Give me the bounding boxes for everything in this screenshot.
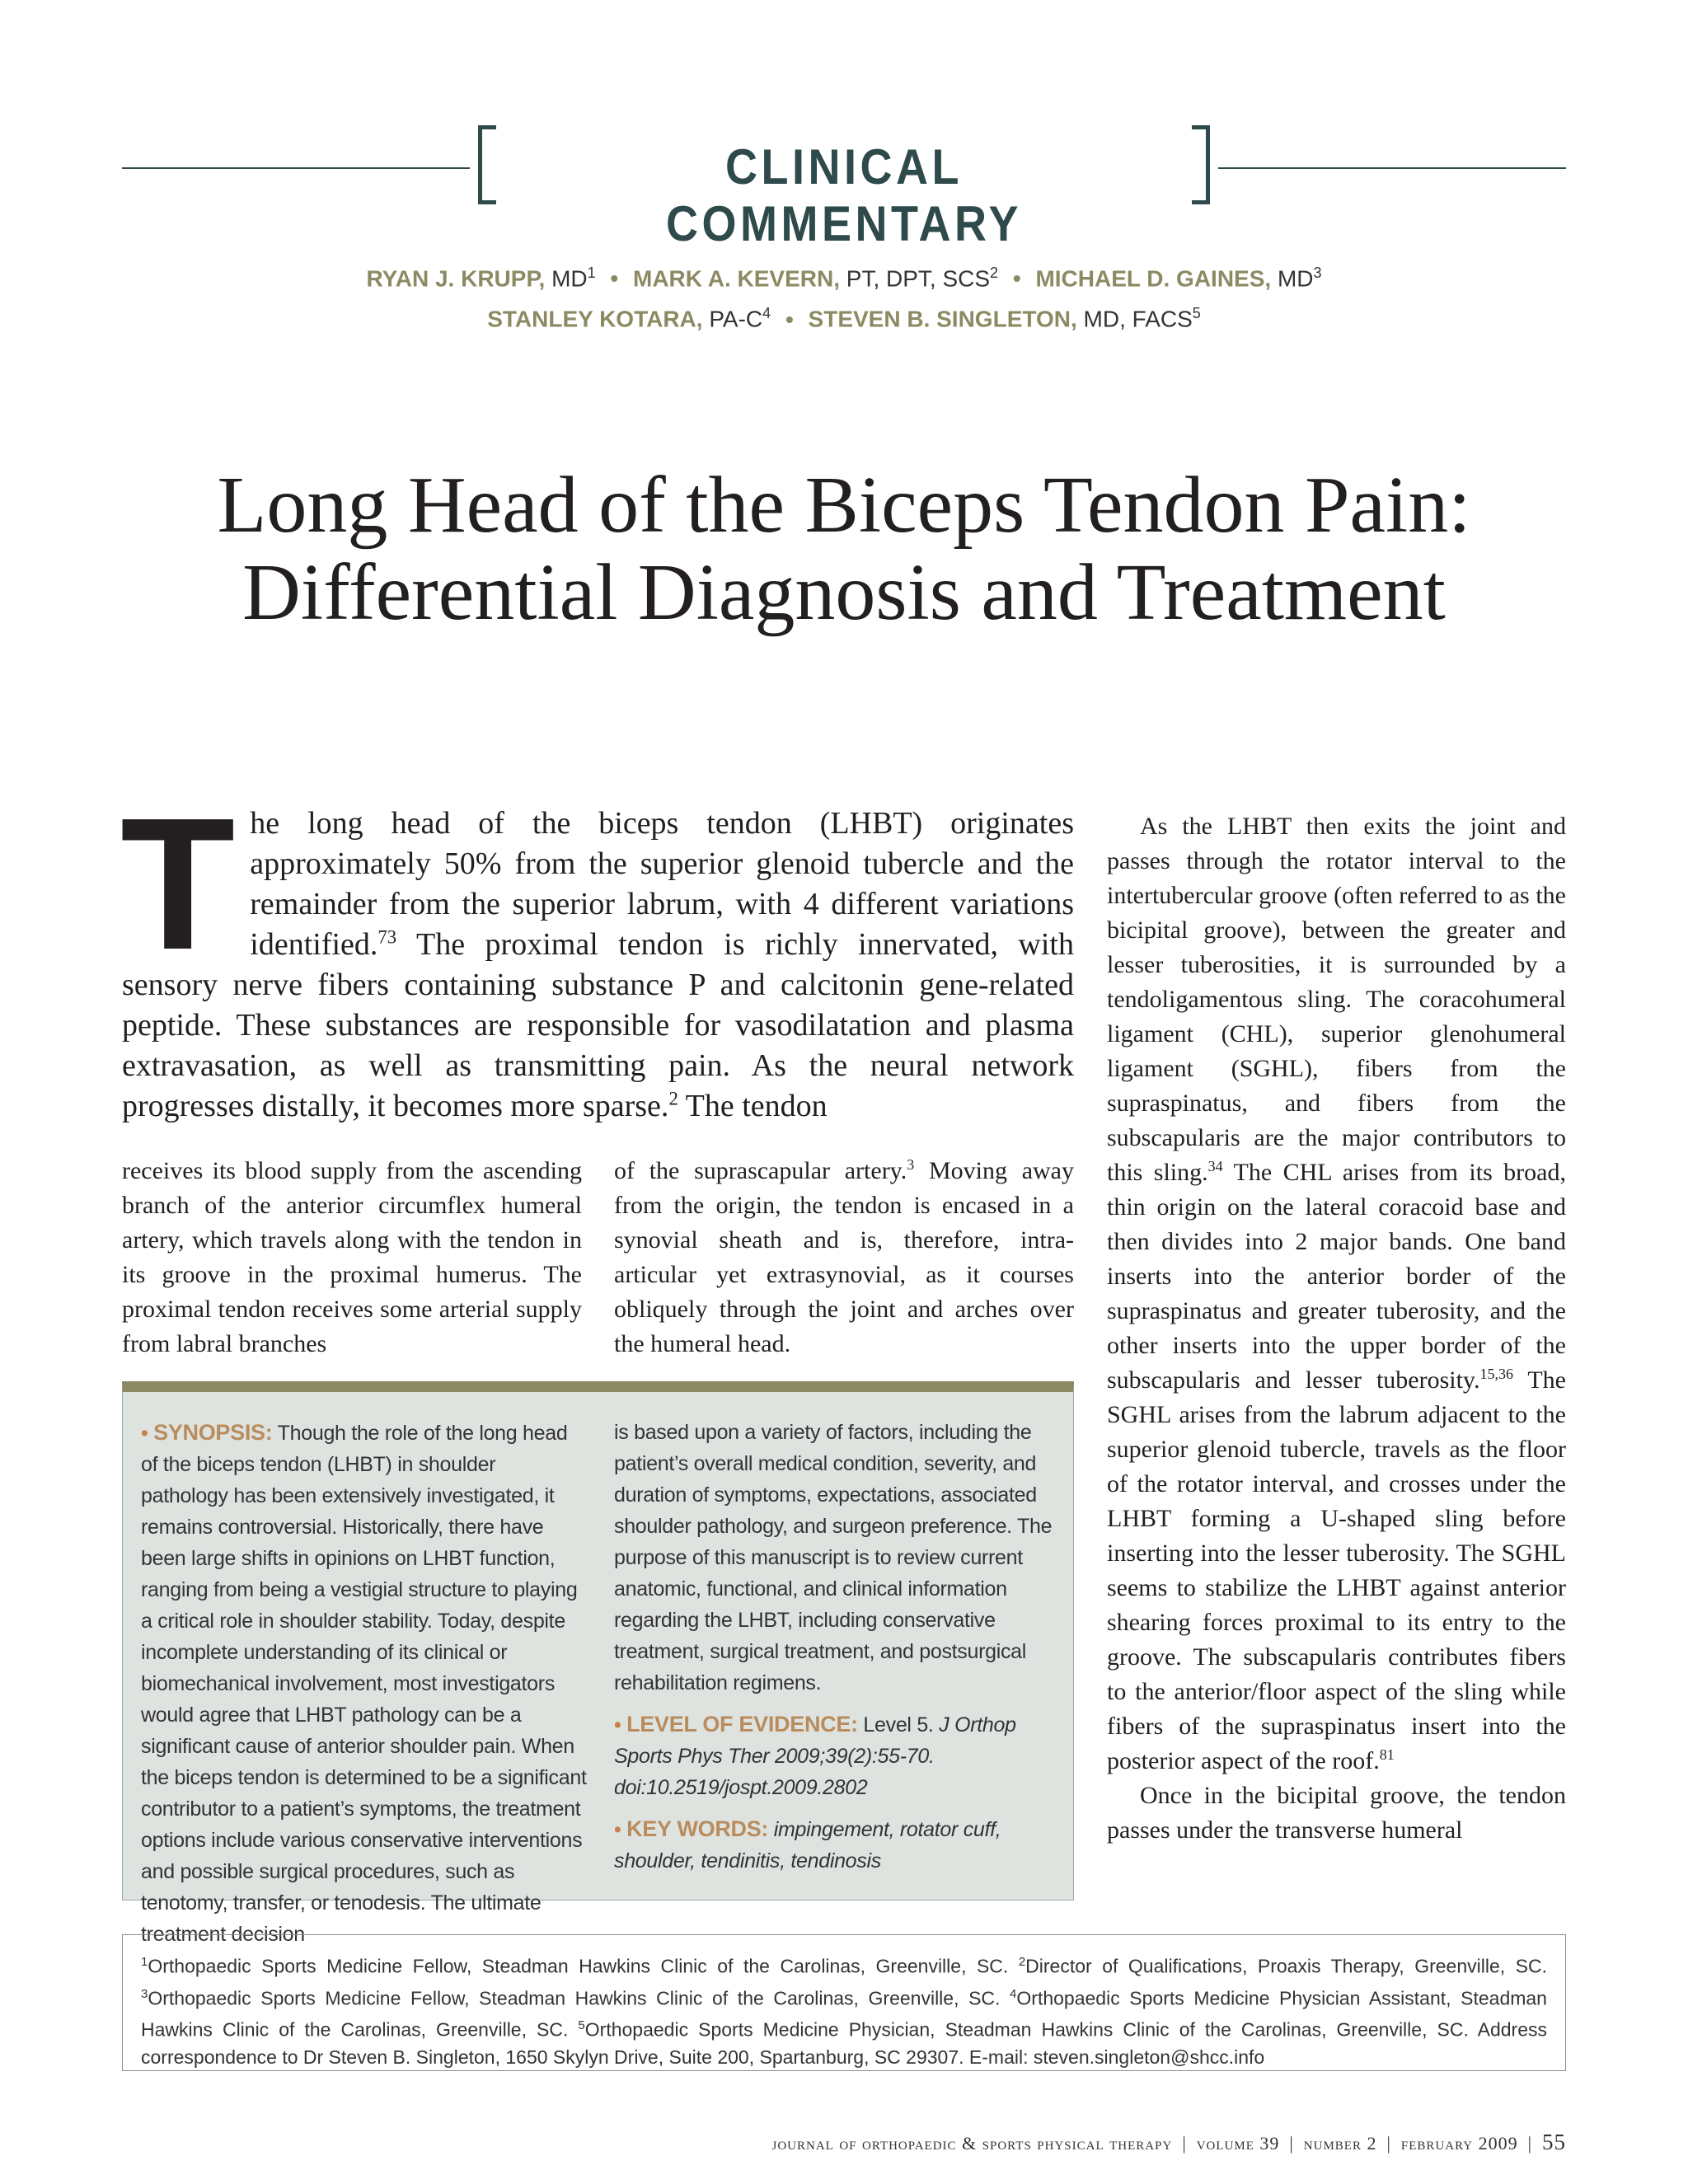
citation-ref: 2: [668, 1088, 678, 1109]
body-text: receives its blood supply from the ascending branch of the anterior circumflex humeral artery, which travels along with the tendon in its groove in the proximal humerus. The proximal tendon receives some arterial supply from labral branches: [122, 1157, 582, 1357]
body-text: of the suprascapular artery.: [614, 1157, 907, 1184]
body-text: The SGHL arises from the labrum adjacent to the superior glenoid tubercle, travels as the floor of the rotator interval, and crosses under the LHBT forming a U-shaped sling before inserting into the lesser tuberosity. The SGHL seems to stabilize the LHBT against anterior shearing forces proximal to its entry to the groove. The subscapularis contributes fibers to the anterior/floor aspect of the sling while fibers of the supraspinatus insert into the posterior aspect of the roof.: [1107, 1366, 1566, 1774]
intro-text: The proximal tendon is richly innervated, with sensory nerve fibers containing substance P and calcitonin gene-related peptide. These substances are responsible for vasodilatation and plasma extravasation, as well as transmitting pain. As the neural network progresses distally, it becomes more sparse.: [122, 927, 1074, 1123]
article-title-line-1: Long Head of the Biceps Tendon Pain:: [217, 461, 1471, 550]
author-name: STEVEN B. SINGLETON,: [808, 306, 1077, 332]
author-credentials: MD: [1271, 265, 1314, 292]
affiliation-text: Orthopaedic Sports Medicine Fellow, Steadman Hawkins Clinic of the Carolinas, Greenville, SC.: [148, 1955, 1019, 1977]
author-name: MICHAEL D. GAINES,: [1035, 265, 1272, 292]
journal-name: journal of orthopaedic & sports physical therapy: [771, 2133, 1173, 2154]
author-name: MARK A. KEVERN,: [633, 265, 840, 292]
affiliation-marker: 2: [1018, 1955, 1026, 1969]
affiliation-marker: 1: [587, 265, 596, 281]
header-rule-right: [1218, 167, 1566, 169]
synopsis-paragraph: [141, 1417, 588, 1950]
affiliation-text: Director of Qualifications, Proaxis Therapy, Greenville, SC.: [1025, 1955, 1547, 1977]
footer-divider: |: [1182, 2133, 1187, 2154]
citation-ref: 15,36: [1479, 1366, 1513, 1382]
author-credentials: MD: [545, 265, 588, 292]
drop-cap: T: [120, 780, 236, 989]
affiliation-marker: 1: [141, 1955, 148, 1969]
header-bracket-right: [1192, 125, 1210, 204]
body-column-3: [1107, 809, 1566, 1848]
affiliation-marker: 4: [1010, 1986, 1017, 2001]
footer-divider: |: [1289, 2133, 1294, 2154]
evidence-label: LEVEL OF EVIDENCE:: [626, 1712, 858, 1736]
intro-paragraph: [120, 780, 1074, 1127]
affiliation-text: Orthopaedic Sports Medicine Physician Assistant, Steadman Hawkins Clinic of the Carolinas, Greenville, SC.: [141, 1987, 1547, 2041]
author-line-2: [122, 296, 1566, 336]
article-title-line-2: Differential Diagnosis and Treatment: [242, 548, 1446, 637]
body-text: Moving away from the origin, the tendon is encased in a synovial sheath and is, therefore, intra-articular yet extrasynovial, as it courses obliquely through the joint and arches over the humeral head.: [614, 1157, 1074, 1357]
issue-number: number 2: [1303, 2133, 1377, 2154]
body-paragraph: [1107, 809, 1566, 1779]
key-words: [614, 1813, 1059, 1877]
citation-ref: 34: [1207, 1158, 1223, 1174]
affiliation-marker: 2: [990, 265, 999, 281]
body-column-1: [122, 1154, 582, 1361]
affiliation-marker: 5: [1192, 305, 1201, 322]
volume: volume 39: [1196, 2133, 1280, 2154]
affiliations-box: [122, 1934, 1566, 2071]
intro-text: The tendon: [678, 1089, 828, 1123]
body-text: The CHL arises from its broad, thin origin on the lateral coracoid base and then divides into 2 major bands. One band inserts into the anterior border of the supraspinatus and greater tuberosity, and the other inserts into the upper border of the subscapularis and lesser tuberosity.: [1107, 1159, 1566, 1394]
page-number: 55: [1542, 2130, 1566, 2154]
affiliation-text: Orthopaedic Sports Medicine Physician, Steadman Hawkins Clinic of the Carolinas, Greenville, SC. Address correspondence to Dr Steven B. Singleton, 1650 Skylyn Drive, Suite 200, Spartanburg, SC 29307. E-mail: steven.singleton@shcc.info: [141, 2018, 1547, 2068]
body-paragraph: [614, 1154, 1074, 1361]
author-list: [122, 255, 1566, 337]
bullet-icon: •: [614, 1818, 621, 1841]
synopsis-text: Though the role of the long head of the biceps tendon (LHBT) in shoulder pathology has been extensively investigated, it remains controversial. Historically, there have been large shifts in opinions on LHBT function, ranging from being a vestigial structure to playing a critical role in shoulder stability. Today, despite incomplete understanding of its clinical or biomechanical involvement, most investigators would agree that LHBT pathology can be a significant cause of anterior shoulder pain. When the biceps tendon is determined to be a significant contributor to a patient’s symptoms, the treatment options include various conservative interventions and possible surgical procedures, such as tenotomy, transfer, or tenodesis. The ultimate treatment decision: [141, 1422, 587, 1946]
author-name: STANLEY KOTARA,: [487, 306, 703, 332]
footer-divider: |: [1527, 2133, 1532, 2154]
citation-text: J Orthop Sports Phys Ther 2009;39(2):55-70. doi:10.2519/jospt.2009.2802: [614, 1713, 1016, 1799]
section-label: CLINICAL COMMENTARY: [666, 139, 1022, 251]
body-text: As the LHBT then exits the joint and passes through the rotator interval to the intertubercular groove (often referred to as the bicipital groove), between the greater and lesser tuberosities, it is surrounded by a tendoligamentous sling. The coracohumeral ligament (CHL), superior glenohumeral ligament (SGHL), fibers from the supraspinatus, and fibers from the subscapularis are the major contributors to this sling.: [1107, 813, 1566, 1186]
issue-date: february 2009: [1400, 2133, 1518, 2154]
author-credentials: PA-C: [702, 306, 763, 332]
author-credentials: MD, FACS: [1076, 306, 1193, 332]
body-column-2: [614, 1154, 1074, 1361]
synopsis-box: [122, 1381, 1074, 1946]
footer-divider: |: [1386, 2133, 1391, 2154]
citation-ref: 73: [377, 926, 397, 948]
author-name: RYAN J. KRUPP,: [366, 265, 546, 292]
synopsis-label: SYNOPSIS:: [153, 1420, 273, 1445]
citation-ref: 3: [907, 1156, 915, 1173]
author-separator: •: [610, 265, 619, 292]
article-title: [122, 462, 1566, 636]
bullet-icon: •: [141, 1422, 148, 1445]
page-footer: [122, 2130, 1566, 2155]
author-separator: •: [785, 306, 794, 332]
evidence-level: Level 5.: [863, 1713, 934, 1736]
author-line-1: [122, 255, 1566, 296]
affiliation-text: Orthopaedic Sports Medicine Fellow, Steadman Hawkins Clinic of the Carolinas, Greenville, SC.: [148, 1987, 1010, 2009]
citation-ref: 81: [1379, 1746, 1395, 1763]
affiliation-marker: 3: [141, 1986, 148, 2001]
keywords-label: KEY WORDS:: [626, 1816, 769, 1841]
intro-text: he long head of the biceps tendon (LHBT) originates approximately 50% from the superior glenoid tubercle and the remainder from the superior labrum, with 4 different variations identified.: [250, 806, 1074, 962]
header-rule-left: [122, 167, 470, 169]
bullet-icon: •: [614, 1713, 621, 1736]
level-of-evidence: [614, 1708, 1059, 1803]
synopsis-column-right: [614, 1417, 1059, 1886]
section-header: [122, 124, 1566, 251]
header-bracket-left: [478, 125, 496, 204]
affiliation-marker: 4: [762, 305, 771, 322]
synopsis-paragraph: is based upon a variety of factors, including the patient’s overall medical condition, severity, and duration of symptoms, expectations, associated shoulder pathology, and surgeon preference. The purpose of this manuscript is to review current anatomic, functional, and clinical information regarding the LHBT, including conservative treatment, surgical treatment, and postsurgical rehabilitation regimens.: [614, 1421, 1053, 1694]
affiliation-marker: 5: [578, 2018, 585, 2033]
body-paragraph: Once in the bicipital groove, the tendon passes under the transverse humeral: [1107, 1782, 1566, 1844]
synopsis-column-left: [141, 1417, 588, 1960]
affiliation-marker: 3: [1313, 265, 1322, 281]
author-separator: •: [1012, 265, 1021, 292]
keywords-text: impingement, rotator cuff, shoulder, tendinitis, tendinosis: [614, 1818, 1001, 1872]
author-credentials: PT, DPT, SCS: [840, 265, 991, 292]
